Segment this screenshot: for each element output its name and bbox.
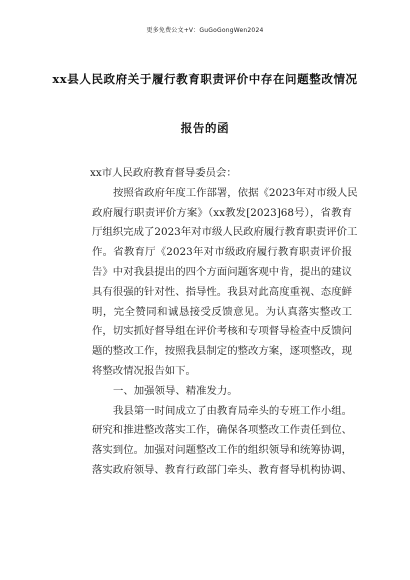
- document-title-line-1: xx县人民政府关于履行教育职责评价中存在问题整改情况: [52, 72, 358, 86]
- paragraph-1-line: 作，切实抓好督导组在评价考核和专项督导检查中反馈问: [92, 325, 352, 338]
- paragraph-2-line: 落实政府领导、教育行政部门牵头、教育督导机构协调、: [92, 463, 352, 476]
- salutation: xx市人民政府教育督导委员会：: [90, 167, 237, 179]
- section-1-heading: 一、加强领导、精准发力。: [113, 384, 238, 397]
- paragraph-2-line: 落实到位。加强对问题整改工作的组织领导和统筹协调，: [92, 444, 352, 457]
- paragraph-2-line: 我县第一时间成立了由教育局牵头的专班工作小组。: [113, 404, 352, 417]
- paragraph-1-line: 告》中对我县提出的四个方面问题客观中肯，提出的建议: [92, 265, 352, 278]
- paragraph-1-line: 按照省政府年度工作部署，依据《2023年对市级人民: [113, 186, 358, 199]
- document-title-line-2: 报告的函: [180, 121, 230, 135]
- paragraph-1-line: 作。省教育厅《2023年对市级政府履行教育职责评价报: [92, 246, 352, 259]
- paragraph-1-line: 具有很强的针对性、指导性。我县对此高度重视、态度鲜: [92, 285, 352, 298]
- paragraph-1-line: 明，完全赞同和诚恳接受反馈意见。为认真落实整改工: [92, 305, 352, 318]
- paragraph-1-line: 将整改情况报告如下。: [92, 364, 196, 377]
- header-note: 更多免费公文+V：GuGoGongWen2024: [146, 27, 264, 34]
- paragraph-1-line: 厅组织完成了2023年对市级人民政府履行教育职责评价工: [92, 226, 358, 239]
- paragraph-1-line: 政府履行职责评价方案》（xx教发[2023]68号），省教育: [92, 206, 352, 219]
- document-body: [90, 164, 358, 481]
- paragraph-2-line: 研究和推进整改落实工作，确保各项整改工作责任到位、: [92, 424, 352, 437]
- paragraph-1-line: 题的整改工作，按照我县制定的整改方案，逐项整改，现: [92, 345, 352, 358]
